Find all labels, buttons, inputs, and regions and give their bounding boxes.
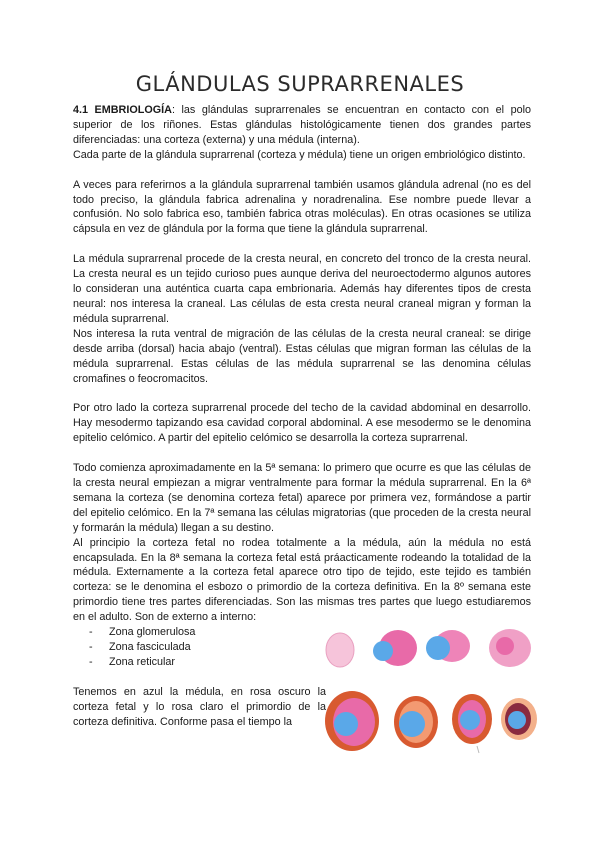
stage-6 xyxy=(394,696,438,748)
page-title: GLÁNDULAS SUPRARRENALES xyxy=(135,72,465,96)
paragraph-corteza-origen: Por otro lado la corteza suprarrenal procede del techo de la cavidad abdominal en desarrollo. Hay mesodermo tapizando esa cavidad corporal abdominal. A ese mesodermo se le denomina epitelio celómico. A partir del epitelio celómico se desarrolla la corteza suprarrenal. xyxy=(73,402,531,445)
paragraph-embriologia: 4.1 EMBRIOLOGÍA: las glándulas suprarrenales se encuentran en contacto con el polo superior de los riñones. Estas glándulas histológicamente tienen dos grandes partes diferenciadas: una corteza (externa) y una médula (interna). xyxy=(73,104,531,146)
stage-2 xyxy=(373,630,417,666)
stage-4 xyxy=(489,629,531,667)
stage-3 xyxy=(426,630,470,662)
section-heading: 4.1 EMBRIOLOGÍA xyxy=(73,104,172,116)
paragraph-glandula-adrenal: A veces para referirnos a la glándula suprarrenal también usamos glándula adrenal (no es del todo preciso, la glándula fabrica adrenalina y noradrenalina. Ese nombre puede llevar a confusión. No solo fabrica eso, también fabrica otras moléculas). En otras ocasiones se utiliza cápsula en vez de glándula por la forma que tiene la glándula suprarrenal. xyxy=(73,178,531,236)
paragraph-ruta-ventral: Nos interesa la ruta ventral de migración de las células de la cresta neural craneal: se dirige desde arriba (dorsal) hacia abajo (ventral). Estas células que migran forman las células de la médula suprarrenal. Estas células de las médula suprarrenal se las denomina células cromafines o feocromacitos. xyxy=(73,327,531,385)
stage-5 xyxy=(325,691,379,751)
paragraph-corteza-fetal: Al principio la corteza fetal no rodea totalmente a la médula, aún la médula no está encapsulada. En la 8ª semana la corteza fetal está práacticamente rodeando la totalidad de la médula. Externamente a la corteza fetal aparece otro tipo de tejido, este tejido es también corteza: se le denomina el esbozo o primordio de la corteza definitiva. En la 8º semana este primordio tiene tres partes diferenciadas. Son las mismas tres partes que luego estudiaremos en el adulto. Son de externo a interno: xyxy=(73,536,531,624)
stage-8 xyxy=(501,698,537,740)
zones-list xyxy=(73,625,342,670)
paragraph-origen: Cada parte de la glándula suprarrenal (corteza y médula) tiene un origen embriológico distinto. xyxy=(73,148,526,161)
paragraph-medula-origen: La médula suprarrenal procede de la cresta neural, en concreto del tronco de la cresta neural. La cresta neural es un tejido curioso pues aunque deriva del neuroectodermo algunos autores lo consideran una auténtica cuarta capa embrionaria. Además hay diferentes tipos de cresta neural: nos interesa la craneal. Las células de esta cresta neural craneal migran y forman la médula suprarrenal. xyxy=(73,253,531,325)
stage-1 xyxy=(326,633,354,667)
list-item: - Zona glomerulosa xyxy=(89,625,342,640)
list-item: - Zona reticular xyxy=(89,655,342,670)
paragraph-figura: Tenemos en azul la médula, en rosa oscuro la corteza fetal y lo rosa claro el primordio de la corteza definitiva. Conforme pasa el tiempo la xyxy=(73,685,326,728)
list-item: - Zona fasciculada xyxy=(89,640,342,655)
paragraph-cronologia: Todo comienza aproximadamente en la 5ª semana: lo primero que ocurre es que las células de la cresta neural empiezan a migrar ventralmente para formar la médula suprarrenal. En la 6ª semana la corteza (se denomina corteza fetal) aparece por primera vez, formándose a partir del epitelio celómico. En la 7ª semana las células migratorias (que proceden de la cresta neural y formarán la médula) llegan a su destino. xyxy=(73,462,531,534)
adrenal-development-diagram xyxy=(320,618,538,758)
stage-7 xyxy=(452,694,492,753)
